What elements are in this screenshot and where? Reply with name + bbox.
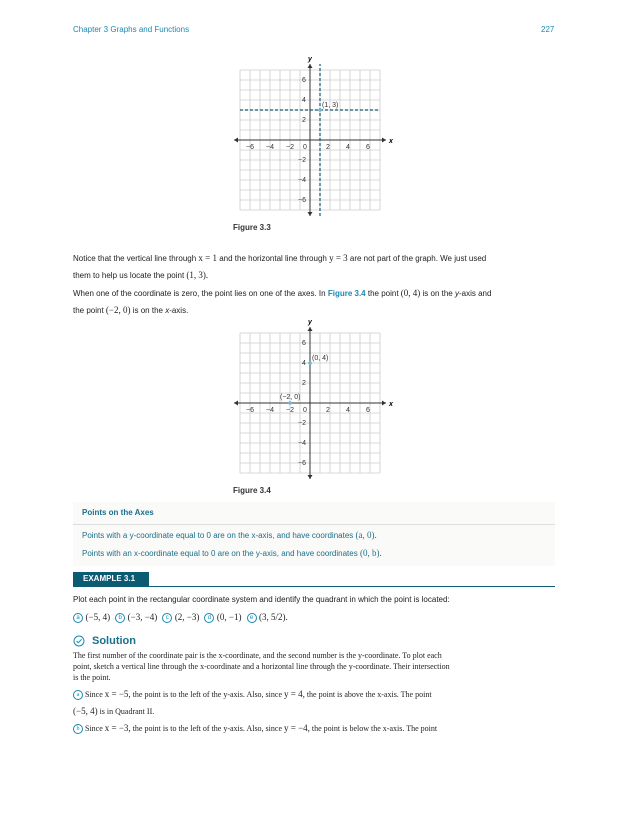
solution-part-a — [73, 686, 555, 720]
x-tick-label: 4 — [346, 407, 350, 414]
math: x = −5, — [104, 689, 131, 699]
text: Points with a y-coordinate equal to 0 are on the x-axis, and have coordinates — [82, 531, 356, 540]
math: y = 4, — [284, 689, 305, 699]
x-axis-label: x — [389, 401, 393, 408]
text: Points with an x-coordinate equal to 0 are on the y-axis, and have coordinates — [82, 549, 360, 558]
text: Notice that the vertical line through — [73, 254, 199, 263]
x-axis-arrow — [234, 401, 238, 406]
example-items — [73, 612, 288, 623]
text: is on the — [420, 289, 455, 298]
example-prompt: Plot each point in the rectangular coordinate system and identify the quadrant in which the point is located: — [73, 595, 450, 604]
text: the point is to the left of the y-axis. Also, since — [130, 724, 284, 733]
paragraph-2 — [73, 285, 555, 319]
item-label-e: e — [247, 613, 257, 623]
text-line: is the point. — [73, 673, 111, 682]
y-axis-arrow — [308, 64, 313, 68]
text: When one of the coordinate is zero, the point lies on one of the axes. In — [73, 289, 328, 298]
y-tick-label: −4 — [298, 177, 306, 184]
math-point: (1, 3). — [186, 270, 209, 280]
x-tick-label: 4 — [346, 144, 350, 151]
item-value: (0, −1) — [216, 612, 242, 622]
x-axis-arrow — [382, 401, 386, 406]
x-axis-arrow — [234, 138, 238, 143]
part-label-a: a — [73, 690, 83, 700]
math-y3: y = 3 — [329, 253, 348, 263]
text: the point is below the x-axis. The point — [309, 724, 438, 733]
x-axis-label: x — [389, 138, 393, 145]
chapter-header: Chapter 3 Graphs and Functions — [73, 25, 190, 34]
text-line: The first number of the coordinate pair is the x-coordinate, and the second number is the y-coordinate. To plot each — [73, 651, 442, 660]
y-tick-label: −6 — [298, 197, 306, 204]
y-tick-label: 2 — [302, 380, 306, 387]
x-tick-label: 2 — [326, 144, 330, 151]
x-tick-label: 0 — [303, 407, 307, 414]
x-tick-label: −4 — [266, 407, 274, 414]
var-x: x — [165, 306, 170, 315]
y-axis-label: y — [308, 319, 312, 326]
math: (−5, 4) — [73, 706, 98, 716]
y-axis-arrow — [308, 327, 313, 331]
text: are not part of the graph. We just used — [347, 254, 487, 263]
x-tick-label: −6 — [246, 144, 254, 151]
math-x1: x = 1 — [198, 253, 217, 263]
text-line: point, sketch a vertical line through the x-coordinate and a horizontal line through the y-coordinate. Their intersection — [73, 662, 450, 671]
figure-caption-2: Figure 3.4 — [233, 486, 271, 495]
coordinate-grid-2 — [230, 318, 400, 478]
y-tick-label: −6 — [298, 460, 306, 467]
solution-title: Solution — [92, 635, 136, 647]
note-box — [73, 502, 555, 566]
text: Since — [85, 690, 105, 699]
part-label-b: b — [73, 724, 83, 734]
y-tick-label: −2 — [298, 420, 306, 427]
item-label-b: b — [115, 613, 125, 623]
math: y = −4, — [284, 723, 310, 733]
plotted-point — [288, 401, 292, 405]
point-label: (0, 4) — [312, 355, 329, 362]
text: them to help us locate the point — [73, 271, 187, 280]
x-tick-label: −2 — [286, 144, 294, 151]
y-tick-label: 2 — [302, 117, 306, 124]
item-value: (−3, −4) — [127, 612, 158, 622]
x-tick-label: 2 — [326, 407, 330, 414]
text: is on the — [130, 306, 166, 315]
var-y: y — [454, 289, 459, 298]
y-axis-arrow — [308, 212, 313, 216]
text: is in Quadrant II. — [97, 707, 155, 716]
note-line-2 — [82, 548, 382, 558]
y-tick-label: −4 — [298, 440, 306, 447]
page-number: 227 — [541, 25, 555, 34]
text: the point is to the left of the y-axis. Also, since — [130, 690, 284, 699]
math: (a, 0). — [355, 530, 377, 540]
y-tick-label: 4 — [302, 97, 306, 104]
x-tick-label: −4 — [266, 144, 274, 151]
paragraph-1 — [73, 250, 555, 284]
item-value: (3, 5/2). — [259, 612, 288, 622]
divider — [73, 524, 555, 525]
text: Since — [85, 724, 105, 733]
x-tick-label: 0 — [303, 144, 307, 151]
x-tick-label: 6 — [366, 144, 370, 151]
example-tag: EXAMPLE 3.1 — [73, 572, 149, 586]
x-tick-label: −6 — [246, 407, 254, 414]
text: -axis. — [169, 306, 189, 315]
y-tick-label: 4 — [302, 360, 306, 367]
note-title: Points on the Axes — [82, 508, 154, 517]
point-label: (1, 3) — [322, 102, 339, 109]
math-point-neg2-0: (−2, 0) — [105, 305, 131, 315]
coordinate-grid-1 — [230, 55, 400, 215]
math: x = −3, — [104, 723, 131, 733]
item-label-a: a — [73, 613, 83, 623]
text: -axis and — [458, 289, 492, 298]
y-axis-arrow — [308, 475, 313, 479]
text: the point — [73, 306, 106, 315]
x-axis-arrow — [382, 138, 386, 143]
item-label-c: c — [162, 613, 172, 623]
example-rule — [73, 586, 555, 587]
math: (0, b). — [359, 548, 382, 558]
figure-link[interactable]: Figure 3.4 — [327, 289, 366, 298]
item-label-d: d — [204, 613, 214, 623]
y-axis-label: y — [308, 56, 312, 63]
text: and the horizontal line through — [216, 254, 330, 263]
y-tick-label: −2 — [298, 157, 306, 164]
item-value: (−5, 4) — [85, 612, 111, 622]
solution-part-b — [73, 720, 555, 737]
text: the point is above the x-axis. The point — [304, 690, 432, 699]
text: the point — [365, 289, 401, 298]
note-line-1 — [82, 530, 377, 540]
point-label: (−2, 0) — [280, 394, 301, 401]
y-tick-label: 6 — [302, 340, 306, 347]
item-value: (2, −3) — [174, 612, 200, 622]
math-point-0-4: (0, 4) — [400, 288, 421, 298]
x-tick-label: −2 — [286, 407, 294, 414]
solution-intro — [73, 650, 555, 683]
y-tick-label: 6 — [302, 77, 306, 84]
figure-caption-1: Figure 3.3 — [233, 223, 271, 232]
x-tick-label: 6 — [366, 407, 370, 414]
